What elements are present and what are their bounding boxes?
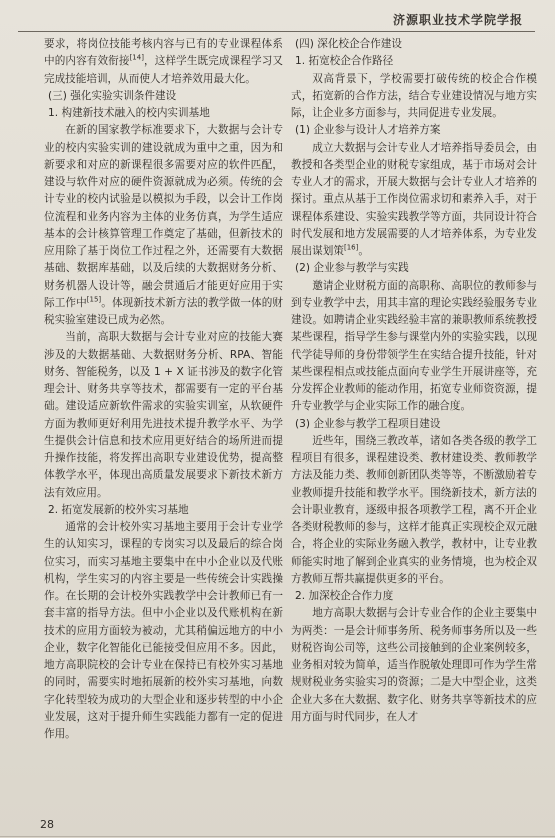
paragraph: 双高背景下，学校需要打破传统的校企合作模式，拓宽新的合作方法，结合专业建设情况与地方实际，让企业多方面参与，共同促进专业发展。 <box>291 72 537 119</box>
item-heading: (1) 企业参与设计人才培养方案 <box>295 124 441 137</box>
page-edge <box>0 836 555 837</box>
paragraph: 邀请企业财税方面的高职称、高职位的教师参与到专业教学中去，用其丰富的理论实践经验服务专业建设。如聘请企业实践经验丰富的兼职教师系统教授某些课程，指导学生参与课堂内外的实验实践，以现代学徒导师的身份带领学生在实结合提升技能，针对某些课程相点或技能点面向专业学生开展讲座等，充分发挥企业教师的能动作用，拓宽专业师资资源，提升专业教学与企业实际工作的融合度。 <box>291 279 537 413</box>
subsection-heading: 1. 构建新技术融入的校内实训基地 <box>48 107 210 119</box>
paragraph: 地方高职大数据与会计专业合作的企业主要集中为两类：一是会计师事务所、税务师事务所以及一些财税咨询公司等，这些公司接触到的企业案例较多，业务相对较为简单，适当作脱敏处理即可作为学生常规财税业务实验实习的资源；二是大中型企业，这类企业大多在大数据、数字化、财务共享等新技术的应用方面与时代同步，在人才 <box>291 607 537 723</box>
citation: [16] <box>343 243 359 252</box>
right-column <box>291 36 537 726</box>
citation: [15] <box>86 295 102 304</box>
paragraph: 近些年，围绕三教改革，诸如各类各级的教学工程项目有很多，课程建设类、教材建设类、教师教学方法及能力类、教师创新团队类等等，不断激励着专业教师提升技能和教学水平。围绕新技术，新方法的会计职业教育，逐级申报各项教学工程，离不开企业各类财税教师的参与，这样才能真正实现校企双元融合，将企业的实际业务融入教学，教材中，让专业教师能实时地了解到企业真实的业务情境，也为校企双方教师互帮共赢提供更多的平台。 <box>291 434 537 585</box>
page-number: 28 <box>40 818 54 831</box>
left-column <box>44 36 283 743</box>
item-heading: (2) 企业参与教学与实践 <box>295 262 409 275</box>
running-header: 济源职业技术学院学报 <box>392 13 523 27</box>
paragraph: 在新的国家教学标准要求下，大数据与会计专业的校内实验实训的建设就成为重中之重，因为和新要求和对应的新课程很多需要对应的软件匹配，建设与软件对应的硬件资源就成为必须。传统的会计专业的校内试验是以模拟为手段，以会计工作岗位流程和业务内容为主体的业务仿真，为学生适应基本的会计核算管理工作奠定了基础，但新技术的应用除了基于岗位工作过程之外，还需要有大数据基础、数据库基础，以及后续的大数据财务分析、财务机器人设计等，融会贯通后才能更好应用于实际工作中[15]。体现新技术新方法的教学做一体的财税实验室建设已成为必然。 <box>44 124 284 326</box>
paragraph: 要求，将岗位技能考核内容与已有的专业课程体系中的内容有效衔接[14]，这样学生既完成课程学习又完成技能培训，从而使人才培养效用最大化。 <box>44 38 284 85</box>
paragraph: 当前，高职大数据与会计专业对应的技能大赛涉及的大数据基础、大数据财务分析、RPA、智能财务、智能税务，以及 1 + X 证书涉及的数字化管理会计、财务共享等技术，都需要有一定的平台基础。建设适应新软件需求的实验实训室，从软硬件方面为教师更好利用先进技术提升教学水平、为学生提供会计信息和技术应用更好结合的场所进而提升操作技能，将发挥出高职专业建设优势，提高整体教学水平，体现出高质量发展要求下新技术新方法有效应用。 <box>44 331 283 499</box>
item-heading: (3) 企业参与教学工程项目建设 <box>295 417 441 430</box>
subsection-heading: 1. 拓宽校企合作路径 <box>295 55 394 68</box>
paragraph: 成立大数据与会计专业人才培养指导委员会，由教授和各类型企业的财税专家组成，基于市场对会计专业人才的需求，开展大数据与会计专业人才培养的探讨。重点从基于工作岗位需求切和素养入手，对于课程体系建设、实验实践教学等方面，共同设计符合时代发展和地方发展需要的人才培养体系，为专业发展出谋划策[16]。 <box>291 141 537 257</box>
citation: [14] <box>129 53 144 62</box>
subsection-heading: 2. 加深校企合作力度 <box>295 590 394 602</box>
subsection-heading: 2. 拓宽发展新的校外实习基地 <box>48 503 189 516</box>
paragraph: 通常的会计校外实习基地主要用于会计专业学生的认知实习，课程的专岗实习以及最后的综合岗位实习，而实习基地主要集中在中小企业以及代账机构，学生实习的内容主要是一些传统会计实践操作。在长期的会计校外实践教学中会计教师已有一套丰富的指导方法。但中小企业以及代账机构在新技术的应用方面较为被动，尤其稍偏远地方的中小企业，数字化智能化已能接受但应用不多。因此，地方高职院校的会计专业在保持已有校外实习基地的同时，需要实时地拓展新的校外实习基地，向数字化转型较为成功的大型企业和逐步转型的中小企业发展，这对于提升师生实践能力都有一定的促进作用。 <box>44 521 283 740</box>
section-heading: (三) 强化实验实训条件建设 <box>48 89 177 102</box>
section-heading: (四) 深化校企合作建设 <box>295 38 402 50</box>
header-rule <box>18 31 535 32</box>
